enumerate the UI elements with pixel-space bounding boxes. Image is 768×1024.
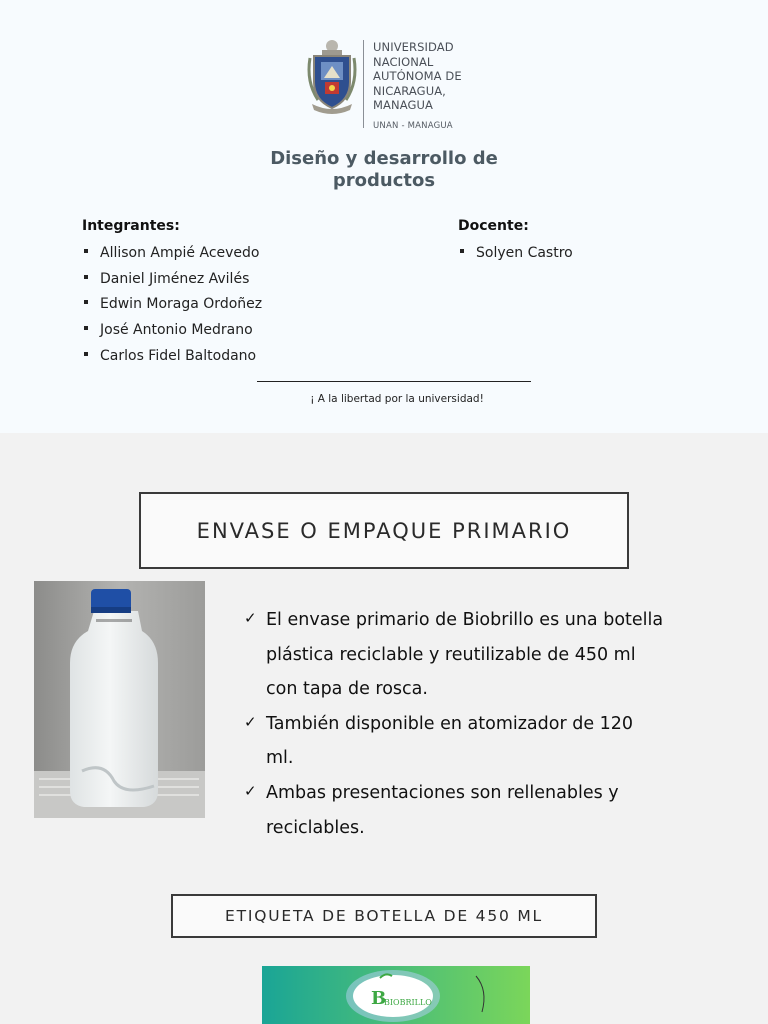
title-line: productos xyxy=(332,170,436,191)
list-item xyxy=(82,269,262,295)
check-icon: ✓ xyxy=(244,712,257,731)
bullet-icon xyxy=(84,300,88,304)
bullet-icon xyxy=(84,275,88,279)
section-heading-text: ENVASE O EMPAQUE PRIMARIO xyxy=(196,518,572,543)
list-item xyxy=(458,243,573,269)
logo-line: NACIONAL xyxy=(373,54,434,69)
logo-line: NICARAGUA, xyxy=(373,83,446,98)
bullet-icon xyxy=(84,352,88,356)
section-heading xyxy=(139,492,629,569)
member-name: Carlos Fidel Baltodano xyxy=(100,347,257,364)
university-name xyxy=(373,40,462,133)
divider-line xyxy=(257,381,531,382)
university-crest-icon xyxy=(304,38,360,114)
brand-logo-letter: B xyxy=(371,988,387,1009)
list-item xyxy=(82,320,262,346)
title-line: Diseño y desarrollo de xyxy=(270,148,498,169)
bottle-photo xyxy=(34,581,205,818)
teacher-heading: Docente: xyxy=(458,218,529,234)
list-item xyxy=(244,603,664,707)
title-slide xyxy=(0,0,768,433)
biobrillo-label-image xyxy=(262,966,530,1024)
member-name: José Antonio Medrano xyxy=(100,322,253,339)
list-item xyxy=(82,294,262,320)
label-heading-text: ETIQUETA DE BOTELLA DE 450 ML xyxy=(225,907,543,925)
bullet-icon xyxy=(84,326,88,330)
brand-logo-text: BIOBRILLO xyxy=(384,998,432,1007)
members-list xyxy=(82,243,262,371)
university-logo xyxy=(304,38,474,133)
member-name: Daniel Jiménez Avilés xyxy=(100,270,250,287)
feature-text: También disponible en atomizador de 120 ml. xyxy=(266,713,634,769)
members-heading: Integrantes: xyxy=(82,218,180,234)
bullet-icon xyxy=(84,249,88,253)
member-name: Allison Ampié Acevedo xyxy=(100,245,260,261)
slide-title xyxy=(234,148,534,192)
feature-text: El envase primario de Biobrillo es una botella plástica reciclable y reutilizable de 450 ml con tapa de rosca. xyxy=(266,610,664,700)
check-icon: ✓ xyxy=(244,609,257,627)
list-item xyxy=(244,776,664,845)
logo-line: MANAGUA xyxy=(373,98,433,112)
logo-subtitle: UNAN - MANAGUA xyxy=(373,120,453,131)
list-item xyxy=(244,707,664,776)
logo-line: UNIVERSIDAD xyxy=(373,40,454,54)
bullet-icon xyxy=(460,249,464,253)
logo-divider xyxy=(363,40,364,128)
member-name: Edwin Moraga Ordoñez xyxy=(100,296,263,313)
label-heading xyxy=(171,894,597,938)
list-item xyxy=(82,243,262,269)
teacher-name: Solyen Castro xyxy=(476,245,573,261)
list-item xyxy=(82,346,262,372)
feature-list xyxy=(244,603,664,845)
check-icon: ✓ xyxy=(244,781,257,800)
feature-text: Ambas presentaciones son rellenables y reciclables. xyxy=(266,782,619,838)
teacher-list xyxy=(458,243,573,269)
logo-line: AUTÓNOMA DE xyxy=(373,69,462,83)
motto: ¡ A la libertad por la universidad! xyxy=(310,393,484,405)
